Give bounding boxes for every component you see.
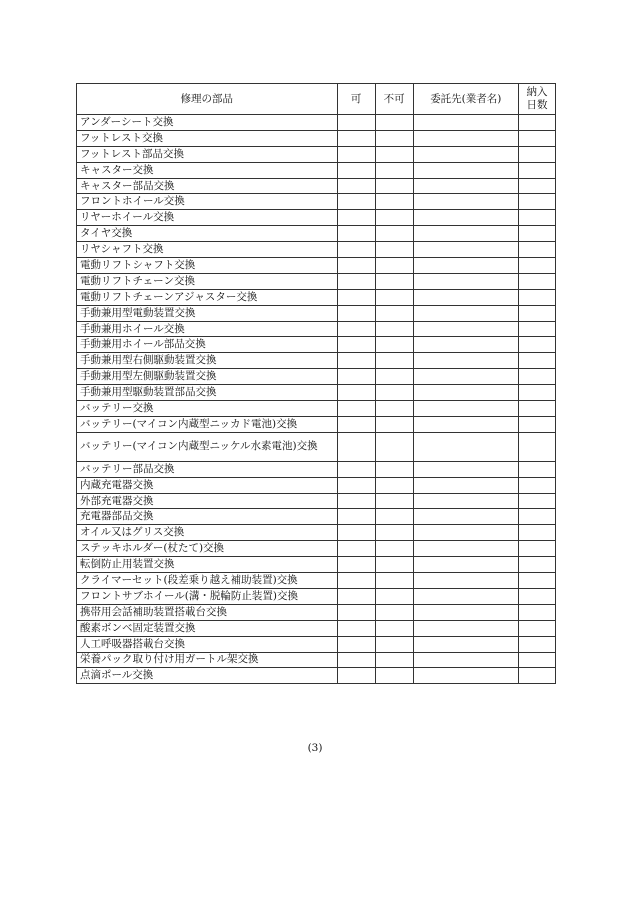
part-name-cell: 充電器部品交換 — [77, 509, 338, 525]
vendor-cell[interactable] — [413, 178, 518, 194]
part-name-cell: リヤーホイール交換 — [77, 210, 338, 226]
impossible-cell[interactable] — [375, 541, 413, 557]
vendor-cell[interactable] — [413, 541, 518, 557]
possible-cell[interactable] — [337, 178, 375, 194]
possible-cell[interactable] — [337, 162, 375, 178]
vendor-cell[interactable] — [413, 416, 518, 432]
delivery-days-cell[interactable] — [518, 509, 555, 525]
part-name-cell: バッテリー(マイコン内蔵型ニッカド電池)交換 — [77, 416, 338, 432]
impossible-cell[interactable] — [375, 162, 413, 178]
impossible-cell[interactable] — [375, 416, 413, 432]
part-name-cell: フロントホイール交換 — [77, 194, 338, 210]
vendor-cell[interactable] — [413, 226, 518, 242]
vendor-cell[interactable] — [413, 493, 518, 509]
table-row — [77, 525, 556, 541]
impossible-cell[interactable] — [375, 477, 413, 493]
impossible-cell[interactable] — [375, 668, 413, 684]
table-row — [77, 273, 556, 289]
possible-cell[interactable] — [337, 432, 375, 461]
possible-cell[interactable] — [337, 525, 375, 541]
table-row — [77, 321, 556, 337]
possible-cell[interactable] — [337, 461, 375, 477]
part-name-cell: 人工呼吸器搭載台交換 — [77, 636, 338, 652]
delivery-days-cell[interactable] — [518, 337, 555, 353]
vendor-cell[interactable] — [413, 573, 518, 589]
table-row — [77, 401, 556, 417]
possible-cell[interactable] — [337, 557, 375, 573]
delivery-days-cell[interactable] — [518, 541, 555, 557]
possible-cell[interactable] — [337, 289, 375, 305]
vendor-cell[interactable] — [413, 432, 518, 461]
delivery-days-cell[interactable] — [518, 194, 555, 210]
table-row — [77, 289, 556, 305]
impossible-cell[interactable] — [375, 401, 413, 417]
delivery-days-cell[interactable] — [518, 321, 555, 337]
table-row — [77, 652, 556, 668]
part-name-cell: オイル又はグリス交換 — [77, 525, 338, 541]
vendor-cell[interactable] — [413, 242, 518, 258]
header-delivery-days-line1: 納入 — [526, 86, 548, 98]
impossible-cell[interactable] — [375, 210, 413, 226]
table-row — [77, 493, 556, 509]
delivery-days-cell[interactable] — [518, 636, 555, 652]
vendor-cell[interactable] — [413, 353, 518, 369]
vendor-cell[interactable] — [413, 620, 518, 636]
vendor-cell[interactable] — [413, 305, 518, 321]
part-name-cell: 転倒防止用装置交換 — [77, 557, 338, 573]
table-row — [77, 258, 556, 274]
vendor-cell[interactable] — [413, 194, 518, 210]
possible-cell[interactable] — [337, 401, 375, 417]
impossible-cell[interactable] — [375, 146, 413, 162]
possible-cell[interactable] — [337, 273, 375, 289]
possible-cell[interactable] — [337, 636, 375, 652]
delivery-days-cell[interactable] — [518, 652, 555, 668]
impossible-cell[interactable] — [375, 178, 413, 194]
delivery-days-cell[interactable] — [518, 461, 555, 477]
delivery-days-cell[interactable] — [518, 573, 555, 589]
table-row — [77, 210, 556, 226]
part-name-cell: キャスター交換 — [77, 162, 338, 178]
delivery-days-cell[interactable] — [518, 604, 555, 620]
part-name-cell: 手動兼用型右側駆動装置交換 — [77, 353, 338, 369]
part-name-cell: 手動兼用型電動装置交換 — [77, 305, 338, 321]
delivery-days-cell[interactable] — [518, 242, 555, 258]
table-row — [77, 242, 556, 258]
table-row — [77, 385, 556, 401]
delivery-days-cell[interactable] — [518, 668, 555, 684]
vendor-cell[interactable] — [413, 146, 518, 162]
vendor-cell[interactable] — [413, 668, 518, 684]
impossible-cell[interactable] — [375, 620, 413, 636]
delivery-days-cell[interactable] — [518, 432, 555, 461]
table-row — [77, 337, 556, 353]
part-name-cell: フットレスト交換 — [77, 130, 338, 146]
table-row — [77, 573, 556, 589]
part-name-cell: ステッキホルダー(杖たて)交換 — [77, 541, 338, 557]
header-impossible: 不可 — [375, 84, 413, 115]
table-row — [77, 226, 556, 242]
vendor-cell[interactable] — [413, 525, 518, 541]
possible-cell[interactable] — [337, 541, 375, 557]
possible-cell[interactable] — [337, 604, 375, 620]
part-name-cell: フロントサブホイール(溝・脱輪防止装置)交換 — [77, 588, 338, 604]
impossible-cell[interactable] — [375, 588, 413, 604]
part-name-cell: リヤシャフト交換 — [77, 242, 338, 258]
impossible-cell[interactable] — [375, 115, 413, 131]
part-name-cell: バッテリー部品交換 — [77, 461, 338, 477]
possible-cell[interactable] — [337, 194, 375, 210]
impossible-cell[interactable] — [375, 321, 413, 337]
vendor-cell[interactable] — [413, 557, 518, 573]
table-row — [77, 604, 556, 620]
possible-cell[interactable] — [337, 146, 375, 162]
impossible-cell[interactable] — [375, 273, 413, 289]
part-name-cell: 電動リフトシャフト交換 — [77, 258, 338, 274]
impossible-cell[interactable] — [375, 432, 413, 461]
part-name-cell: キャスター部品交換 — [77, 178, 338, 194]
table-row — [77, 636, 556, 652]
vendor-cell[interactable] — [413, 337, 518, 353]
impossible-cell[interactable] — [375, 493, 413, 509]
impossible-cell[interactable] — [375, 194, 413, 210]
impossible-cell[interactable] — [375, 636, 413, 652]
part-name-cell: 手動兼用型左側駆動装置交換 — [77, 369, 338, 385]
possible-cell[interactable] — [337, 416, 375, 432]
vendor-cell[interactable] — [413, 509, 518, 525]
possible-cell[interactable] — [337, 573, 375, 589]
part-name-cell: 手動兼用ホイール交換 — [77, 321, 338, 337]
delivery-days-cell[interactable] — [518, 305, 555, 321]
part-name-cell: 手動兼用型駆動装置部品交換 — [77, 385, 338, 401]
possible-cell[interactable] — [337, 493, 375, 509]
delivery-days-cell[interactable] — [518, 353, 555, 369]
part-name-cell: バッテリー交換 — [77, 401, 338, 417]
vendor-cell[interactable] — [413, 115, 518, 131]
impossible-cell[interactable] — [375, 353, 413, 369]
vendor-cell[interactable] — [413, 273, 518, 289]
part-name-cell: 内蔵充電器交換 — [77, 477, 338, 493]
impossible-cell[interactable] — [375, 226, 413, 242]
delivery-days-cell[interactable] — [518, 162, 555, 178]
part-name-cell: 手動兼用ホイール部品交換 — [77, 337, 338, 353]
impossible-cell[interactable] — [375, 604, 413, 620]
possible-cell[interactable] — [337, 130, 375, 146]
vendor-cell[interactable] — [413, 289, 518, 305]
possible-cell[interactable] — [337, 210, 375, 226]
delivery-days-cell[interactable] — [518, 115, 555, 131]
delivery-days-cell[interactable] — [518, 416, 555, 432]
vendor-cell[interactable] — [413, 162, 518, 178]
delivery-days-cell[interactable] — [518, 401, 555, 417]
header-part: 修理の部品 — [77, 84, 338, 115]
vendor-cell[interactable] — [413, 461, 518, 477]
possible-cell[interactable] — [337, 353, 375, 369]
vendor-cell[interactable] — [413, 369, 518, 385]
table-row — [77, 146, 556, 162]
vendor-cell[interactable] — [413, 258, 518, 274]
table-row — [77, 509, 556, 525]
header-possible: 可 — [337, 84, 375, 115]
part-name-cell: 点滴ポール交換 — [77, 668, 338, 684]
delivery-days-cell[interactable] — [518, 385, 555, 401]
delivery-days-cell[interactable] — [518, 146, 555, 162]
table-row — [77, 557, 556, 573]
impossible-cell[interactable] — [375, 242, 413, 258]
impossible-cell[interactable] — [375, 289, 413, 305]
part-name-cell: 外部充電器交換 — [77, 493, 338, 509]
table-row — [77, 194, 556, 210]
part-name-cell: アンダーシート交換 — [77, 115, 338, 131]
table-row — [77, 588, 556, 604]
part-name-cell: 電動リフトチェーンアジャスター交換 — [77, 289, 338, 305]
impossible-cell[interactable] — [375, 385, 413, 401]
possible-cell[interactable] — [337, 620, 375, 636]
possible-cell[interactable] — [337, 668, 375, 684]
table-row — [77, 305, 556, 321]
vendor-cell[interactable] — [413, 588, 518, 604]
table-row — [77, 541, 556, 557]
impossible-cell[interactable] — [375, 337, 413, 353]
table-row — [77, 178, 556, 194]
table-row — [77, 369, 556, 385]
page-number: (3) — [307, 742, 323, 754]
possible-cell[interactable] — [337, 321, 375, 337]
vendor-cell[interactable] — [413, 210, 518, 226]
table-row — [77, 416, 556, 432]
delivery-days-cell[interactable] — [518, 258, 555, 274]
delivery-days-cell[interactable] — [518, 557, 555, 573]
part-name-cell: フットレスト部品交換 — [77, 146, 338, 162]
table-row — [77, 477, 556, 493]
vendor-cell[interactable] — [413, 477, 518, 493]
part-name-cell: 携帯用会話補助装置搭載台交換 — [77, 604, 338, 620]
part-name-cell: 電動リフトチェーン交換 — [77, 273, 338, 289]
impossible-cell[interactable] — [375, 461, 413, 477]
vendor-cell[interactable] — [413, 321, 518, 337]
delivery-days-cell[interactable] — [518, 525, 555, 541]
possible-cell[interactable] — [337, 369, 375, 385]
header-delivery-days — [518, 84, 555, 115]
table-row — [77, 668, 556, 684]
table-row — [77, 130, 556, 146]
part-name-cell: タイヤ交換 — [77, 226, 338, 242]
impossible-cell[interactable] — [375, 130, 413, 146]
table-row — [77, 115, 556, 131]
possible-cell[interactable] — [337, 258, 375, 274]
delivery-days-cell[interactable] — [518, 130, 555, 146]
possible-cell[interactable] — [337, 337, 375, 353]
delivery-days-cell[interactable] — [518, 369, 555, 385]
part-name-cell: 栄養パック取り付け用ガートル架交換 — [77, 652, 338, 668]
possible-cell[interactable] — [337, 588, 375, 604]
possible-cell[interactable] — [337, 385, 375, 401]
impossible-cell[interactable] — [375, 509, 413, 525]
vendor-cell[interactable] — [413, 604, 518, 620]
possible-cell[interactable] — [337, 652, 375, 668]
vendor-cell[interactable] — [413, 130, 518, 146]
possible-cell[interactable] — [337, 477, 375, 493]
delivery-days-cell[interactable] — [518, 289, 555, 305]
possible-cell[interactable] — [337, 115, 375, 131]
delivery-days-cell[interactable] — [518, 226, 555, 242]
delivery-days-cell[interactable] — [518, 493, 555, 509]
part-name-cell: クライマーセット(段差乗り越え補助装置)交換 — [77, 573, 338, 589]
table-row — [77, 432, 556, 461]
table-row — [77, 620, 556, 636]
part-name-cell: 酸素ボンベ固定装置交換 — [77, 620, 338, 636]
delivery-days-cell[interactable] — [518, 620, 555, 636]
delivery-days-cell[interactable] — [518, 210, 555, 226]
delivery-days-cell[interactable] — [518, 273, 555, 289]
impossible-cell[interactable] — [375, 305, 413, 321]
impossible-cell[interactable] — [375, 652, 413, 668]
possible-cell[interactable] — [337, 305, 375, 321]
table-row — [77, 461, 556, 477]
delivery-days-cell[interactable] — [518, 477, 555, 493]
impossible-cell[interactable] — [375, 525, 413, 541]
table-row — [77, 162, 556, 178]
impossible-cell[interactable] — [375, 557, 413, 573]
part-name-cell: バッテリー(マイコン内蔵型ニッケル水素電池)交換 — [77, 432, 338, 461]
impossible-cell[interactable] — [375, 258, 413, 274]
table-header-row — [77, 84, 556, 115]
possible-cell[interactable] — [337, 509, 375, 525]
impossible-cell[interactable] — [375, 369, 413, 385]
impossible-cell[interactable] — [375, 573, 413, 589]
vendor-cell[interactable] — [413, 401, 518, 417]
possible-cell[interactable] — [337, 242, 375, 258]
vendor-cell[interactable] — [413, 385, 518, 401]
header-vendor: 委託先(業者名) — [413, 84, 518, 115]
table-row — [77, 353, 556, 369]
delivery-days-cell[interactable] — [518, 588, 555, 604]
delivery-days-cell[interactable] — [518, 178, 555, 194]
possible-cell[interactable] — [337, 226, 375, 242]
repair-parts-table — [76, 83, 556, 684]
vendor-cell[interactable] — [413, 636, 518, 652]
vendor-cell[interactable] — [413, 652, 518, 668]
header-delivery-days-line2: 日数 — [526, 99, 548, 111]
